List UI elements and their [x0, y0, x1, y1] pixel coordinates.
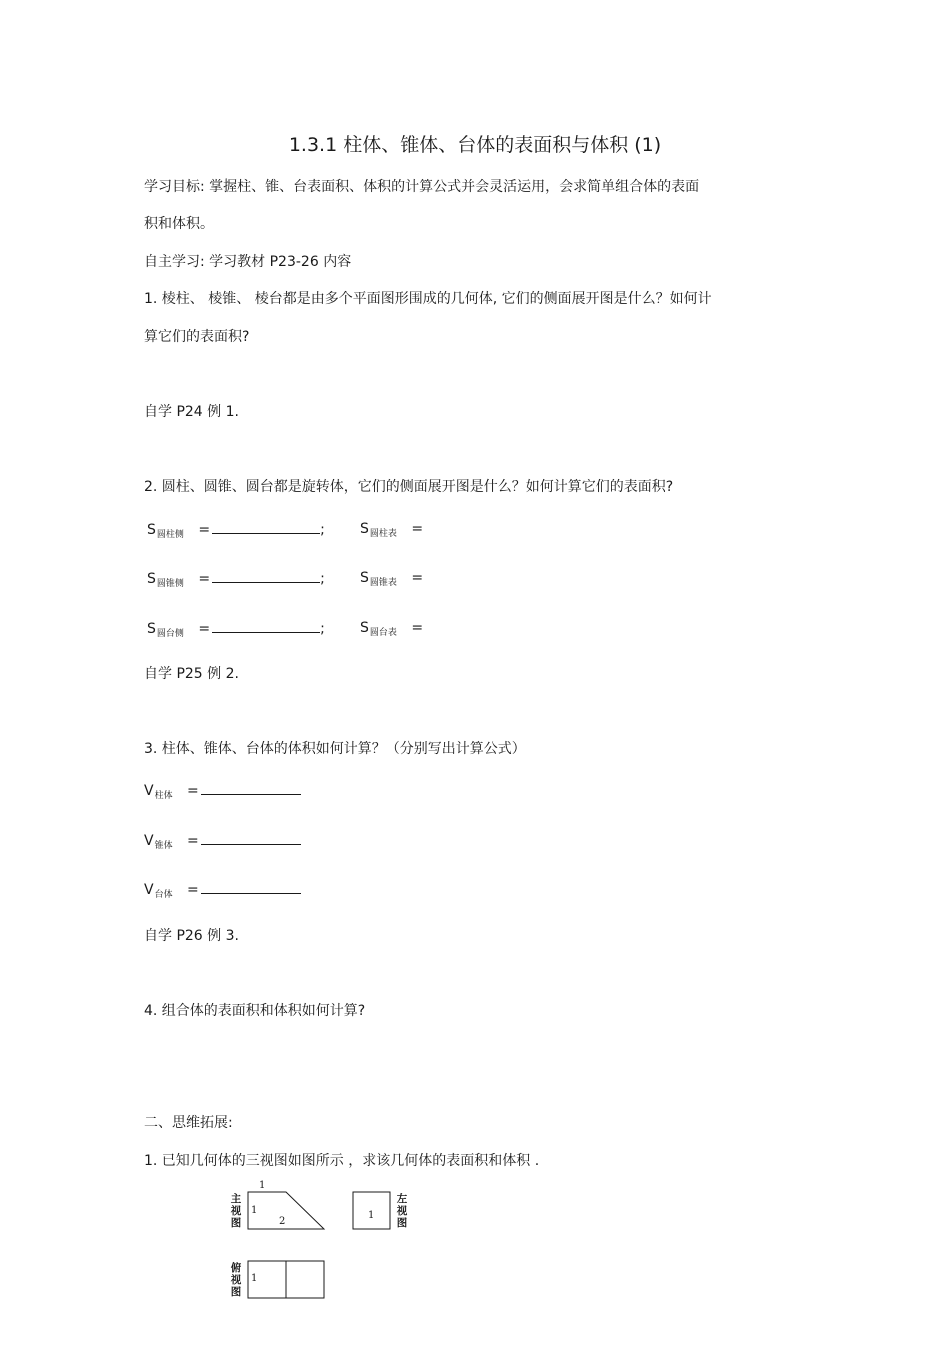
side-view-label: 左 视 图 — [396, 1193, 408, 1229]
example-3-note: 自学 P26 例 3. — [144, 928, 239, 944]
objective-line-2: 积和体积。 — [144, 216, 214, 232]
page-title: 1.3.1 柱体、锥体、台体的表面积与体积 (1) — [288, 134, 662, 156]
three-view-figure — [228, 1180, 428, 1305]
answer-blank[interactable] — [212, 620, 320, 633]
answer-blank[interactable] — [212, 521, 320, 534]
formula-cone-lateral: $S_{圆锥侧}$ = ; — [147, 571, 325, 589]
formula-cone-surface: $S_{圆锥表}$ = — [360, 570, 424, 588]
formula-cylinder-surface: $S_{圆柱表}$ = — [360, 521, 424, 539]
question-1-line-2: 算它们的表面积? — [144, 329, 250, 345]
top-dimension: 1 — [251, 1273, 258, 1284]
formula-frustum-surface: $S_{圆台表}$ = — [360, 620, 424, 638]
formula-pyramid-volume: $V_{锥体}$ = — [144, 832, 301, 849]
formula-prism-volume: $V_{柱体}$ = — [144, 782, 301, 799]
question-4: 4. 组合体的表面积和体积如何计算? — [144, 1003, 366, 1019]
answer-blank[interactable] — [201, 832, 301, 845]
formula-frustum-lateral: $S_{圆台侧}$ = ; — [147, 621, 325, 639]
front-view-shape — [248, 1192, 324, 1229]
self-study-line: 自主学习: 学习教材 P23-26 内容 — [144, 254, 352, 270]
section-heading: 二、思维拓展: — [144, 1115, 233, 1131]
answer-blank[interactable] — [212, 570, 320, 583]
front-bottom-dimension: 2 — [279, 1216, 286, 1227]
question-2: 2. 圆柱、圆锥、圆台都是旋转体，它们的侧面展开图是什么？如何计算它们的表面积? — [144, 479, 674, 495]
front-left-dimension: 1 — [251, 1205, 258, 1216]
formula-cylinder-lateral: $S_{圆柱侧}$ = ; — [147, 522, 325, 540]
question-1-line-1: 1. 棱柱、 棱锥、 棱台都是由多个平面图形围成的几何体, 它们的侧面展开图是什么？如何计 — [144, 291, 712, 307]
question-3: 3. 柱体、锥体、台体的体积如何计算？（分别写出计算公式） — [144, 741, 526, 757]
top-view-label: 俯 视 图 — [230, 1262, 242, 1298]
side-dimension: 1 — [368, 1210, 375, 1221]
answer-blank[interactable] — [201, 881, 301, 894]
front-view-label: 主 视 图 — [230, 1193, 242, 1229]
formula-frustum-volume: $V_{台体}$ = — [144, 881, 301, 898]
example-2-note: 自学 P25 例 2. — [144, 666, 239, 682]
front-top-dimension: 1 — [259, 1180, 266, 1191]
problem-1: 1. 已知几何体的三视图如图所示 ，求该几何体的表面积和体积 . — [144, 1153, 540, 1169]
example-1-note: 自学 P24 例 1. — [144, 404, 239, 420]
answer-blank[interactable] — [201, 782, 301, 795]
objective-line-1: 学习目标: 掌握柱、锥、台表面积、体积的计算公式并会灵活运用，会求简单组合体的表面 — [144, 179, 700, 195]
